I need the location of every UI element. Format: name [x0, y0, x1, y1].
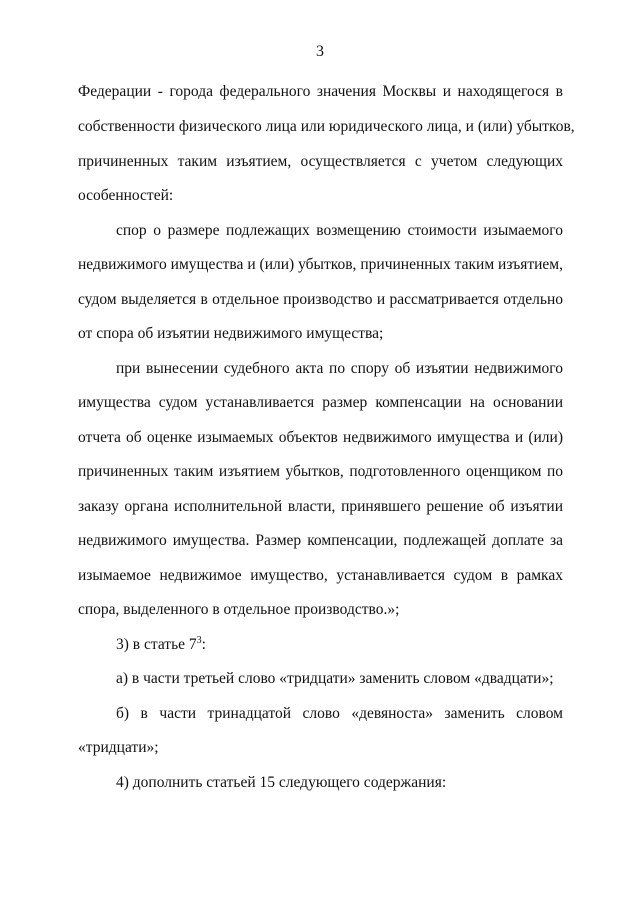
- text-line: спор о размере подлежащих возмещению стоимости изымаемого: [116, 222, 563, 239]
- text-line: судом выделяется в отдельное производство и рассматривается отдельно: [78, 291, 563, 308]
- text-line: Федерации - города федерального значения Москвы и находящегося в: [78, 83, 563, 100]
- text-line: причиненных таким изъятием убытков, подготовленного оценщиком по: [78, 463, 563, 480]
- text-line: при вынесении судебного акта по спору об изъятии недвижимого: [116, 360, 563, 377]
- text-line: б) в части тринадцатой слово «девяноста» заменить словом: [116, 705, 563, 722]
- text-line-part: 3) в статье 7: [116, 636, 197, 653]
- text-line: особенностей:: [78, 187, 174, 204]
- text-line: отчета об оценке изымаемых объектов недвижимого имущества и (или): [78, 429, 563, 446]
- text-line: изымаемое недвижимое имущество, устанавливается судом в рамках: [78, 567, 563, 584]
- text-line: от спора об изъятии недвижимого имущества;: [78, 325, 384, 342]
- text-line: недвижимого имущества. Размер компенсации, подлежащей доплате за: [78, 532, 563, 549]
- text-line-part: :: [201, 636, 206, 653]
- text-line: а) в части третьей слово «тридцати» заменить словом «двадцати»;: [116, 670, 554, 687]
- text-line: спора, выделенного в отдельное производство.»;: [78, 601, 400, 618]
- superscript: 3: [196, 635, 202, 646]
- text-line: [116, 635, 563, 655]
- text-line: собственности физического лица или юридического лица, и (или) убытков,: [78, 118, 575, 135]
- text-line: недвижимого имущества и (или) убытков, причиненных таким изъятием,: [78, 256, 563, 273]
- text-line: причиненных таким изъятием, осуществляется с учетом следующих: [78, 153, 563, 170]
- page-number: 3: [316, 43, 324, 60]
- text-line: 4) дополнить статьей 15 следующего содержания:: [116, 774, 447, 791]
- text-line: «тридцати»;: [78, 739, 159, 756]
- text-line: заказу органа исполнительной власти, принявшего решение об изъятии: [78, 498, 563, 515]
- text-line: имущества судом устанавливается размер компенсации на основании: [78, 394, 563, 411]
